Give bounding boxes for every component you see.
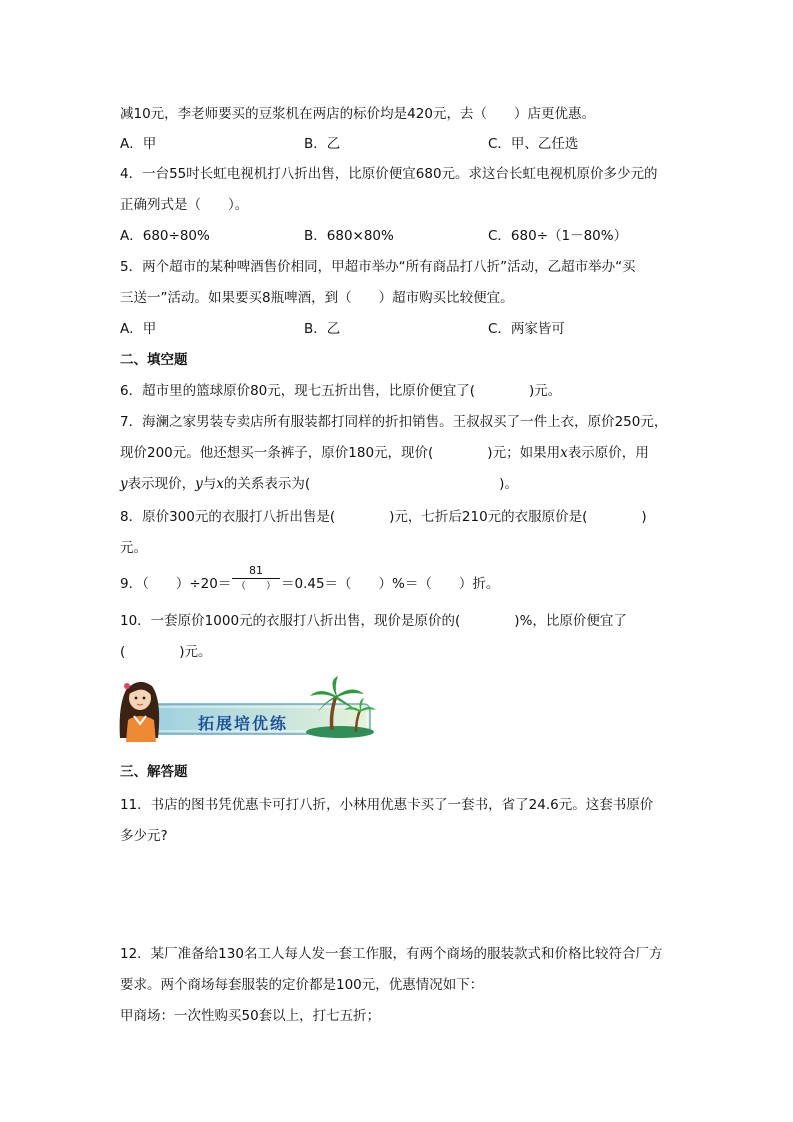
q9-text-part2: ＝0.45＝（ ）%＝（ ）折。 [281, 576, 500, 592]
q5-option-c: C．两家皆可 [488, 321, 565, 337]
section-banner [118, 676, 376, 742]
q11-text-line2: 多少元? [120, 828, 168, 844]
q7-line3-part-c: 的关系表示为( )。 [223, 476, 518, 492]
q7-variable-y-2: y [195, 476, 203, 492]
girl-avatar [120, 682, 160, 742]
q12-text-line1: 12．某厂准备给130名工人每人发一套工作服，有两个商场的服装款式和价格比较符合厂方 [120, 946, 663, 962]
q7-variable-y: y [120, 476, 128, 492]
q3-option-b: B．乙 [304, 136, 341, 152]
q10-text-line2: ( )元。 [120, 644, 212, 660]
q6-text: 6．超市里的篮球原价80元，现七五折出售，比原价便宜了( )元。 [120, 383, 562, 399]
q7-text-line3 [120, 475, 518, 493]
q7-line2-part-b: 表示原价，用 [567, 445, 649, 461]
q7-text-line1: 7．海澜之家男装专卖店所有服装都打同样的折扣销售。王叔叔买了一件上衣，原价250元， [120, 414, 668, 430]
q9-fraction-numerator: 81 [249, 564, 263, 577]
q8-text-line1: 8．原价300元的衣服打八折出售是( )元，七折后210元的衣服原价是( ) [120, 509, 647, 525]
q7-variable-x: x [560, 445, 568, 461]
q5-option-a: A．甲 [120, 321, 157, 337]
q5-text-line2: 三送一”活动。如果要买8瓶啤酒，到（ ）超市购买比较便宜。 [120, 290, 514, 306]
q7-text-line2 [120, 444, 649, 462]
q4-option-a: A．680÷80% [120, 228, 210, 244]
q9-text-part1: 9．（ ）÷20＝ [120, 576, 232, 592]
q7-variable-x-2: x [216, 476, 224, 492]
q3-option-a: A．甲 [120, 136, 157, 152]
q7-line2-part-a: 现价200元。他还想买一条裤子，原价180元，现价( )元；如果用 [120, 445, 561, 461]
q9-fraction [232, 564, 280, 593]
q12-text-line3: 甲商场：一次性购买50套以上，打七五折； [120, 1008, 381, 1024]
q8-text-line2: 元。 [120, 540, 147, 556]
q9-fraction-denominator: （ ） [236, 581, 276, 592]
q5-option-b: B．乙 [304, 321, 341, 337]
q4-text-line1: 4．一台55吋长虹电视机打八折出售，比原价便宜680元。求这台长虹电视机原价多少元的 [120, 166, 658, 182]
q7-line3-part-b: 与 [202, 476, 217, 492]
q10-text-line1: 10．一套原价1000元的衣服打八折出售，现价是原价的( )%，比原价便宜了 [120, 613, 627, 629]
q3-option-c: C．甲、乙任选 [488, 136, 579, 152]
q4-option-b: B．680×80% [304, 228, 394, 244]
q7-line3-part-a: 表示现价， [127, 476, 196, 492]
q3-text: 减10元，李老师要买的豆浆机在两店的标价均是420元，去（ ）店更优惠。 [120, 106, 595, 122]
banner-title: 拓展培优练 [198, 714, 289, 733]
section-fill-in-title: 二、填空题 [120, 352, 188, 368]
q9-fraction-bar [232, 578, 280, 579]
q5-text-line1: 5．两个超市的某种啤酒售价相同，甲超市举办“所有商品打八折”活动，乙超市举办“买 [120, 259, 636, 275]
island-icon [306, 726, 374, 738]
q12-text-line2: 要求。两个商场每套服装的定价都是100元，优惠情况如下： [120, 977, 484, 993]
q4-text-line2: 正确列式是（ ）。 [120, 197, 249, 213]
q4-option-c: C．680÷（1－80%） [488, 228, 628, 244]
section-solve-title: 三、解答题 [120, 764, 188, 780]
q11-text-line1: 11．书店的图书凭优惠卡可打八折，小林用优惠卡买了一套书，省了24.6元。这套书原价 [120, 797, 654, 813]
